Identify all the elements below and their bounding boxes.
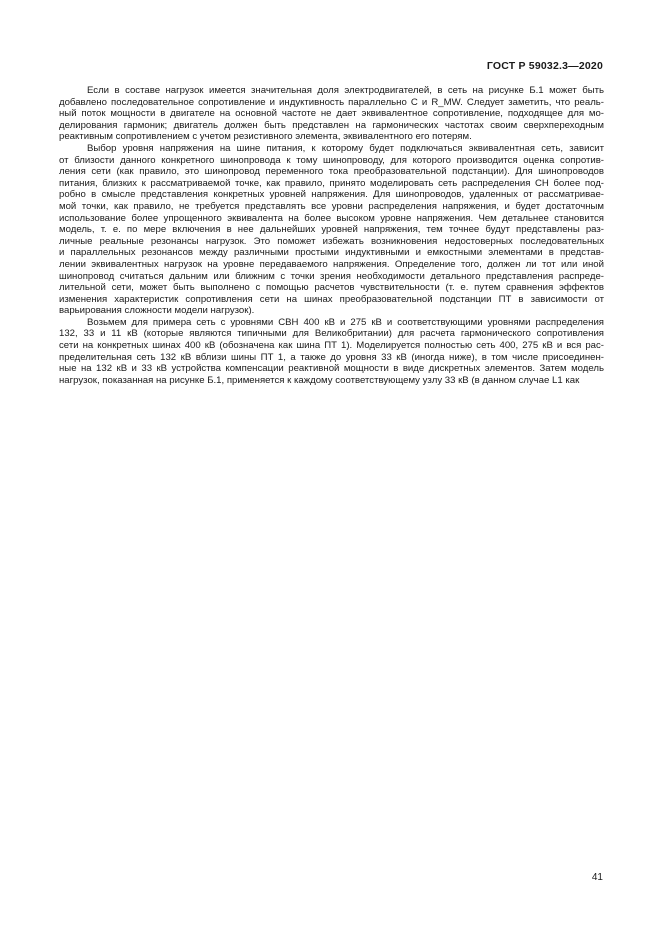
- text-line: питания, близких к рассматриваемой точке, как правило, принято моделировать сеть распределения СН более под-: [59, 177, 604, 189]
- document-body: [59, 85, 604, 386]
- text-line: варьирования сложности модели нагрузок).: [59, 305, 255, 317]
- text-line: изменения характеристик сопротивления сети на шинах преобразовательной подстанции ПТ в зависимости от: [59, 293, 604, 305]
- text-line: личные реальные резонансы нагрузок. Это поможет избежать возникновения недостоверных последовательных: [59, 235, 604, 247]
- text-line: сети на конкретных шинах 400 кВ (обозначена как шина ПТ 1). Моделируется полностью сеть 400, 275 кВ и вся рас-: [59, 340, 604, 352]
- text-line: робно в смысле представления конкретных уровней напряжения. Для шинопроводов, удаленных от рассматривае-: [59, 189, 604, 201]
- text-line: добавлено последовательное сопротивление и индуктивность параллельно C и R_MW. Следует заметить, что реаль-: [59, 96, 604, 108]
- text-line: и параллельных резонансов между различными простыми индуктивными и емкостными элементами в представ-: [59, 247, 604, 259]
- page-number: 41: [591, 872, 603, 883]
- text-line: 132, 33 и 11 кВ (которые являются типичными для Великобритании) для расчета гармонического сопротивления: [59, 328, 604, 340]
- text-line: Выбор уровня напряжения на шине питания, к которому будет подключаться эквивалентная сеть, зависит: [87, 142, 604, 154]
- text-line: модель, т. е. по мере включения в нее дальнейших уровней напряжения, тем точнее будут представлены раз-: [59, 224, 604, 236]
- text-line: шинопровод считаться дальним или ближним с точки зрения необходимости детального представления распреде-: [59, 270, 604, 282]
- text-line: ные на 132 кВ и 33 кВ устройства компенсации реактивной мощности в виде дискретных элементов. Затем модель: [59, 363, 604, 375]
- text-line: ления сети (как правило, это шинопровод переменного тока преобразовательной подстанции). Для шинопроводов: [59, 166, 604, 178]
- text-line: Возьмем для примера сеть с уровнями СВН 400 кВ и 275 кВ и соответствующими уровнями распределения: [87, 316, 604, 328]
- text-line: лительной сети, может быть выполнено с помощью расчетов чувствительности (т. е. путем сравнения эффектов: [59, 282, 604, 294]
- document-code: ГОСТ Р 59032.3—2020: [486, 60, 603, 72]
- text-line: Если в составе нагрузок имеется значительная доля электродвигателей, в сеть на рисунке Б.1 может быть: [87, 85, 604, 96]
- text-line: использование более упрощенного эквивалента на более высоком уровне напряжения. Чем детальнее становится: [59, 212, 604, 224]
- text-line: мой точки, как правило, не требуется представлять все уровни распределения напряжения, и будет достаточным: [59, 200, 604, 212]
- text-line: пределительная сеть 132 кВ вблизи шины ПТ 1, а также до уровня 33 кВ (иногда ниже), в том числе присоединен-: [59, 351, 604, 363]
- text-line: нагрузок, показанная на рисунке Б.1, применяется к каждому соответствующему узлу 33 кВ (в данном случае L1 как: [59, 374, 580, 386]
- text-line: лении эквивалентных нагрузок на уровне передаваемого напряжения. Определение того, должен ли тот или иной: [59, 258, 604, 270]
- text-line: ный поток мощности в двигателе на основной частоте не дает эквивалентное сопротивление, подходящее для мо-: [59, 108, 604, 120]
- paragraph: [59, 317, 604, 387]
- paragraph: [59, 143, 604, 317]
- paragraph: [59, 85, 604, 143]
- text-line: от близости данного конкретного шинопровода к тому шинопроводу, для которого производится оценка сопротив-: [59, 154, 604, 166]
- text-line: реактивным сопротивлением с учетом резистивного элемента, эквивалентного его потерям.: [59, 131, 472, 143]
- text-line: делирования гармоник; двигатель должен быть представлен на гармонических частотах своим сверхпереходным: [59, 119, 604, 131]
